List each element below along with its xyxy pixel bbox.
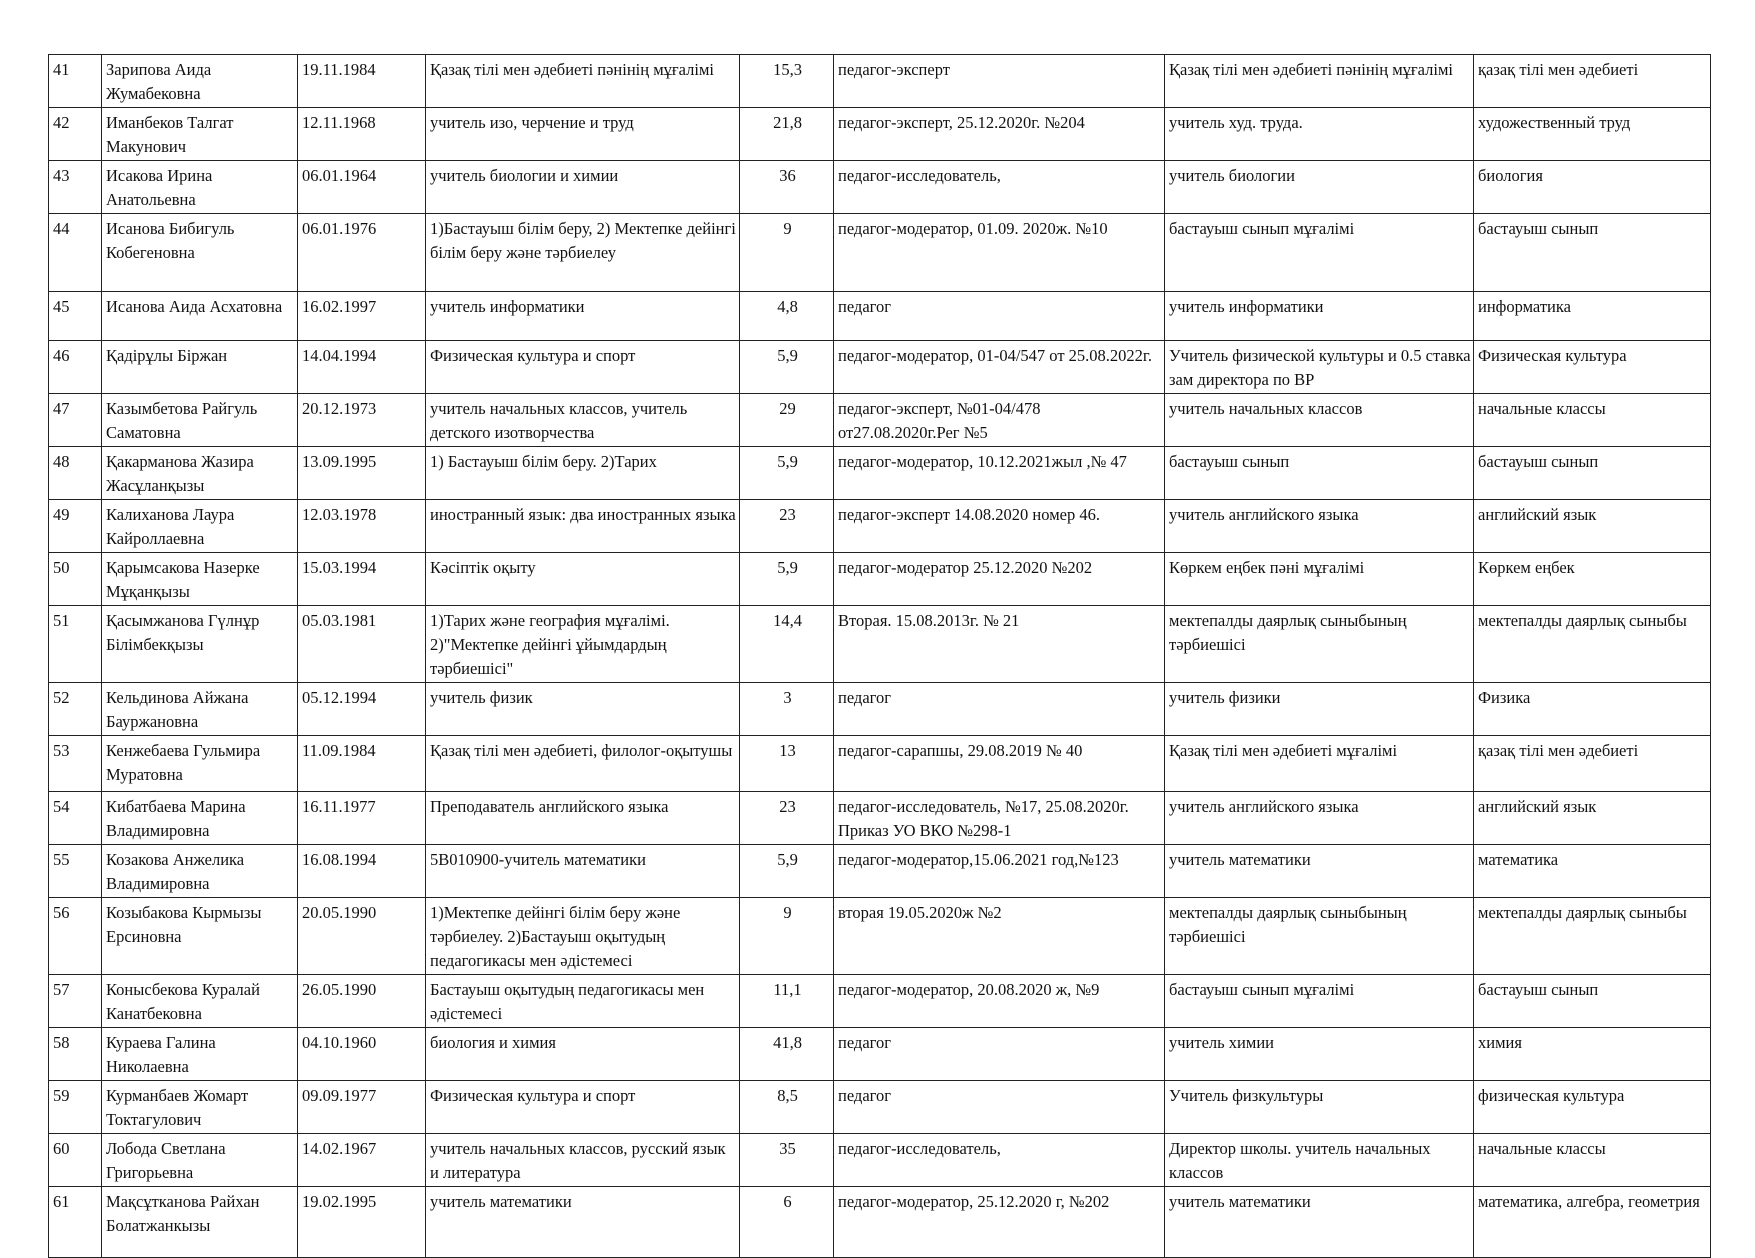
row-number: 42	[49, 108, 102, 161]
subject-taught: начальные классы	[1474, 1134, 1711, 1187]
position: учитель худ. труда.	[1165, 108, 1474, 161]
row-number: 58	[49, 1028, 102, 1081]
position: учитель химии	[1165, 1028, 1474, 1081]
position: Учитель физической культуры и 0.5 ставка зам директора по ВР	[1165, 341, 1474, 394]
subject-taught: Көркем еңбек	[1474, 553, 1711, 606]
subject-taught: математика, алгебра, геометрия	[1474, 1187, 1711, 1258]
qualification-category: педагог	[834, 1028, 1165, 1081]
position: учитель биологии	[1165, 161, 1474, 214]
birth-date: 05.03.1981	[298, 606, 426, 683]
teacher-name: Қакарманова Жазира Жасұланқызы	[102, 447, 298, 500]
work-experience: 5,9	[740, 553, 834, 606]
birth-date: 06.01.1976	[298, 214, 426, 292]
position: бастауыш сынып мұғалімі	[1165, 214, 1474, 292]
row-number: 59	[49, 1081, 102, 1134]
qualification-category: педагог-эксперт 14.08.2020 номер 46.	[834, 500, 1165, 553]
position: учитель английского языка	[1165, 792, 1474, 845]
birth-date: 19.02.1995	[298, 1187, 426, 1258]
row-number: 49	[49, 500, 102, 553]
table-row	[49, 606, 1711, 683]
position: бастауыш сынып мұғалімі	[1165, 975, 1474, 1028]
position: мектепалды даярлық сыныбының тәрбиешісі	[1165, 898, 1474, 975]
subject-taught: Физика	[1474, 683, 1711, 736]
birth-date: 09.09.1977	[298, 1081, 426, 1134]
qualification-category: педагог-эксперт, №01-04/478 от27.08.2020г.Рег №5	[834, 394, 1165, 447]
birth-date: 20.12.1973	[298, 394, 426, 447]
teacher-name: Кельдинова Айжана Бауржановна	[102, 683, 298, 736]
birth-date: 05.12.1994	[298, 683, 426, 736]
row-number: 52	[49, 683, 102, 736]
qualification-category: педагог	[834, 1081, 1165, 1134]
row-number: 51	[49, 606, 102, 683]
position: Директор школы. учитель начальных классов	[1165, 1134, 1474, 1187]
table-row	[49, 108, 1711, 161]
education-specialty: Бастауыш оқытудың педагогикасы мен әдістемесі	[426, 975, 740, 1028]
qualification-category: педагог-модератор, 01-04/547 от 25.08.2022г.	[834, 341, 1165, 394]
qualification-category: педагог-модератор 25.12.2020 №202	[834, 553, 1165, 606]
work-experience: 5,9	[740, 845, 834, 898]
subject-taught: Физическая культура	[1474, 341, 1711, 394]
education-specialty: учитель начальных классов, учитель детского изотворчества	[426, 394, 740, 447]
teacher-name: Кибатбаева Марина Владимировна	[102, 792, 298, 845]
teacher-name: Кенжебаева Гульмира Муратовна	[102, 736, 298, 792]
education-specialty: учитель информатики	[426, 292, 740, 341]
education-specialty: учитель изо, черчение и труд	[426, 108, 740, 161]
subject-taught: физическая культура	[1474, 1081, 1711, 1134]
table-row	[49, 975, 1711, 1028]
row-number: 48	[49, 447, 102, 500]
work-experience: 5,9	[740, 341, 834, 394]
row-number: 53	[49, 736, 102, 792]
subject-taught: художественный труд	[1474, 108, 1711, 161]
teacher-name: Калиханова Лаура Кайроллаевна	[102, 500, 298, 553]
row-number: 54	[49, 792, 102, 845]
work-experience: 41,8	[740, 1028, 834, 1081]
education-specialty: биология и химия	[426, 1028, 740, 1081]
subject-taught: мектепалды даярлық сыныбы	[1474, 898, 1711, 975]
teacher-name: Лобода Светлана Григорьевна	[102, 1134, 298, 1187]
education-specialty: 5В010900-учитель математики	[426, 845, 740, 898]
subject-taught: английский язык	[1474, 500, 1711, 553]
education-specialty: Преподаватель английского языка	[426, 792, 740, 845]
birth-date: 04.10.1960	[298, 1028, 426, 1081]
qualification-category: педагог-модератор, 20.08.2020 ж, №9	[834, 975, 1165, 1028]
subject-taught: начальные классы	[1474, 394, 1711, 447]
teacher-name: Курманбаев Жомарт Токтагулович	[102, 1081, 298, 1134]
teacher-name: Исанова Бибигуль Кобегеновна	[102, 214, 298, 292]
table-row	[49, 341, 1711, 394]
table-row	[49, 214, 1711, 292]
education-specialty: 1)Мектепке дейінгі білім беру және тәрбиелеу. 2)Бастауыш оқытудың педагогикасы мен әдістемесі	[426, 898, 740, 975]
row-number: 46	[49, 341, 102, 394]
staff-table	[48, 54, 1711, 1258]
position: Қазақ тілі мен әдебиеті мұғалімі	[1165, 736, 1474, 792]
row-number: 47	[49, 394, 102, 447]
table-row	[49, 447, 1711, 500]
education-specialty: Физическая культура и спорт	[426, 1081, 740, 1134]
birth-date: 16.11.1977	[298, 792, 426, 845]
row-number: 43	[49, 161, 102, 214]
qualification-category: педагог-эксперт, 25.12.2020г. №204	[834, 108, 1165, 161]
qualification-category: педагог-модератор,15.06.2021 год,№123	[834, 845, 1165, 898]
birth-date: 15.03.1994	[298, 553, 426, 606]
qualification-category: педагог-эксперт	[834, 55, 1165, 108]
birth-date: 12.03.1978	[298, 500, 426, 553]
education-specialty: 1)Тарих және география мұғалімі. 2)"Мектепке дейінгі ұйымдардың тәрбиешісі"	[426, 606, 740, 683]
position: Қазақ тілі мен әдебиеті пәнінің мұғалімі	[1165, 55, 1474, 108]
work-experience: 4,8	[740, 292, 834, 341]
subject-taught: қазақ тілі мен әдебиеті	[1474, 55, 1711, 108]
subject-taught: бастауыш сынып	[1474, 447, 1711, 500]
teacher-name: Қарымсакова Назерке Мұқанқызы	[102, 553, 298, 606]
row-number: 56	[49, 898, 102, 975]
work-experience: 29	[740, 394, 834, 447]
table-row	[49, 683, 1711, 736]
table-row	[49, 55, 1711, 108]
table-row	[49, 792, 1711, 845]
birth-date: 11.09.1984	[298, 736, 426, 792]
subject-taught: бастауыш сынып	[1474, 214, 1711, 292]
position: учитель информатики	[1165, 292, 1474, 341]
work-experience: 8,5	[740, 1081, 834, 1134]
qualification-category: педагог	[834, 292, 1165, 341]
birth-date: 26.05.1990	[298, 975, 426, 1028]
work-experience: 9	[740, 214, 834, 292]
teacher-name: Исанова Аида Асхатовна	[102, 292, 298, 341]
teacher-name: Қасымжанова Гүлнұр Білімбекқызы	[102, 606, 298, 683]
table-row	[49, 736, 1711, 792]
subject-taught: английский язык	[1474, 792, 1711, 845]
row-number: 41	[49, 55, 102, 108]
subject-taught: математика	[1474, 845, 1711, 898]
position: бастауыш сынып	[1165, 447, 1474, 500]
table-row	[49, 394, 1711, 447]
position: учитель математики	[1165, 845, 1474, 898]
table-row	[49, 161, 1711, 214]
table-row	[49, 500, 1711, 553]
position: учитель английского языка	[1165, 500, 1474, 553]
birth-date: 12.11.1968	[298, 108, 426, 161]
education-specialty: иностранный язык: два иностранных языка	[426, 500, 740, 553]
work-experience: 3	[740, 683, 834, 736]
birth-date: 16.02.1997	[298, 292, 426, 341]
subject-taught: қазақ тілі мен әдебиеті	[1474, 736, 1711, 792]
qualification-category: педагог-модератор, 25.12.2020 г, №202	[834, 1187, 1165, 1258]
table-row	[49, 553, 1711, 606]
work-experience: 36	[740, 161, 834, 214]
education-specialty: 1)Бастауыш білім беру, 2) Мектепке дейінгі білім беру және тәрбиелеу	[426, 214, 740, 292]
subject-taught: биология	[1474, 161, 1711, 214]
row-number: 60	[49, 1134, 102, 1187]
subject-taught: бастауыш сынып	[1474, 975, 1711, 1028]
education-specialty: учитель биологии и химии	[426, 161, 740, 214]
table-row	[49, 898, 1711, 975]
teacher-name: Исакова Ирина Анатольевна	[102, 161, 298, 214]
qualification-category: педагог-сарапшы, 29.08.2019 № 40	[834, 736, 1165, 792]
work-experience: 9	[740, 898, 834, 975]
position: Учитель физкультуры	[1165, 1081, 1474, 1134]
position: мектепалды даярлық сыныбының тәрбиешісі	[1165, 606, 1474, 683]
education-specialty: учитель начальных классов, русский язык и литература	[426, 1134, 740, 1187]
work-experience: 5,9	[740, 447, 834, 500]
position: учитель физики	[1165, 683, 1474, 736]
qualification-category: педагог-исследователь,	[834, 161, 1165, 214]
table-row	[49, 292, 1711, 341]
position: Көркем еңбек пәні мұғалімі	[1165, 553, 1474, 606]
row-number: 50	[49, 553, 102, 606]
work-experience: 14,4	[740, 606, 834, 683]
teacher-name: Зарипова Аида Жумабековна	[102, 55, 298, 108]
education-specialty: Кәсіптік оқыту	[426, 553, 740, 606]
education-specialty: Физическая культура и спорт	[426, 341, 740, 394]
birth-date: 14.02.1967	[298, 1134, 426, 1187]
row-number: 57	[49, 975, 102, 1028]
teacher-name: Иманбеков Талгат Макунович	[102, 108, 298, 161]
work-experience: 35	[740, 1134, 834, 1187]
row-number: 55	[49, 845, 102, 898]
teacher-name: Козакова Анжелика Владимировна	[102, 845, 298, 898]
subject-taught: химия	[1474, 1028, 1711, 1081]
teacher-name: Кураева Галина Николаевна	[102, 1028, 298, 1081]
education-specialty: 1) Бастауыш білім беру. 2)Тарих	[426, 447, 740, 500]
birth-date: 14.04.1994	[298, 341, 426, 394]
birth-date: 16.08.1994	[298, 845, 426, 898]
row-number: 61	[49, 1187, 102, 1258]
row-number: 45	[49, 292, 102, 341]
work-experience: 15,3	[740, 55, 834, 108]
work-experience: 23	[740, 500, 834, 553]
qualification-category: педагог-исследователь,	[834, 1134, 1165, 1187]
education-specialty: Қазақ тілі мен әдебиеті пәнінің мұғалімі	[426, 55, 740, 108]
work-experience: 6	[740, 1187, 834, 1258]
birth-date: 06.01.1964	[298, 161, 426, 214]
education-specialty: учитель физик	[426, 683, 740, 736]
birth-date: 19.11.1984	[298, 55, 426, 108]
table-row	[49, 1134, 1711, 1187]
work-experience: 23	[740, 792, 834, 845]
work-experience: 11,1	[740, 975, 834, 1028]
work-experience: 13	[740, 736, 834, 792]
position: учитель математики	[1165, 1187, 1474, 1258]
teacher-name: Конысбекова Куралай Канатбековна	[102, 975, 298, 1028]
teacher-name: Мақсұтканова Райхан Болатжанкызы	[102, 1187, 298, 1258]
row-number: 44	[49, 214, 102, 292]
birth-date: 20.05.1990	[298, 898, 426, 975]
qualification-category: педагог-модератор, 01.09. 2020ж. №10	[834, 214, 1165, 292]
qualification-category: педагог	[834, 683, 1165, 736]
subject-taught: информатика	[1474, 292, 1711, 341]
qualification-category: Вторая. 15.08.2013г. № 21	[834, 606, 1165, 683]
table-row	[49, 1081, 1711, 1134]
teacher-name: Казымбетова Райгуль Саматовна	[102, 394, 298, 447]
qualification-category: вторая 19.05.2020ж №2	[834, 898, 1165, 975]
teacher-name: Қадірұлы Біржан	[102, 341, 298, 394]
table-row	[49, 1187, 1711, 1258]
qualification-category: педагог-модератор, 10.12.2021жыл ,№ 47	[834, 447, 1165, 500]
education-specialty: учитель математики	[426, 1187, 740, 1258]
table-row	[49, 845, 1711, 898]
table-row	[49, 1028, 1711, 1081]
subject-taught: мектепалды даярлық сыныбы	[1474, 606, 1711, 683]
position: учитель начальных классов	[1165, 394, 1474, 447]
teacher-name: Козыбакова Кырмызы Ерсиновна	[102, 898, 298, 975]
qualification-category: педагог-исследователь, №17, 25.08.2020г. Приказ УО ВКО №298-1	[834, 792, 1165, 845]
work-experience: 21,8	[740, 108, 834, 161]
education-specialty: Қазақ тілі мен әдебиеті, филолог-оқытушы	[426, 736, 740, 792]
birth-date: 13.09.1995	[298, 447, 426, 500]
